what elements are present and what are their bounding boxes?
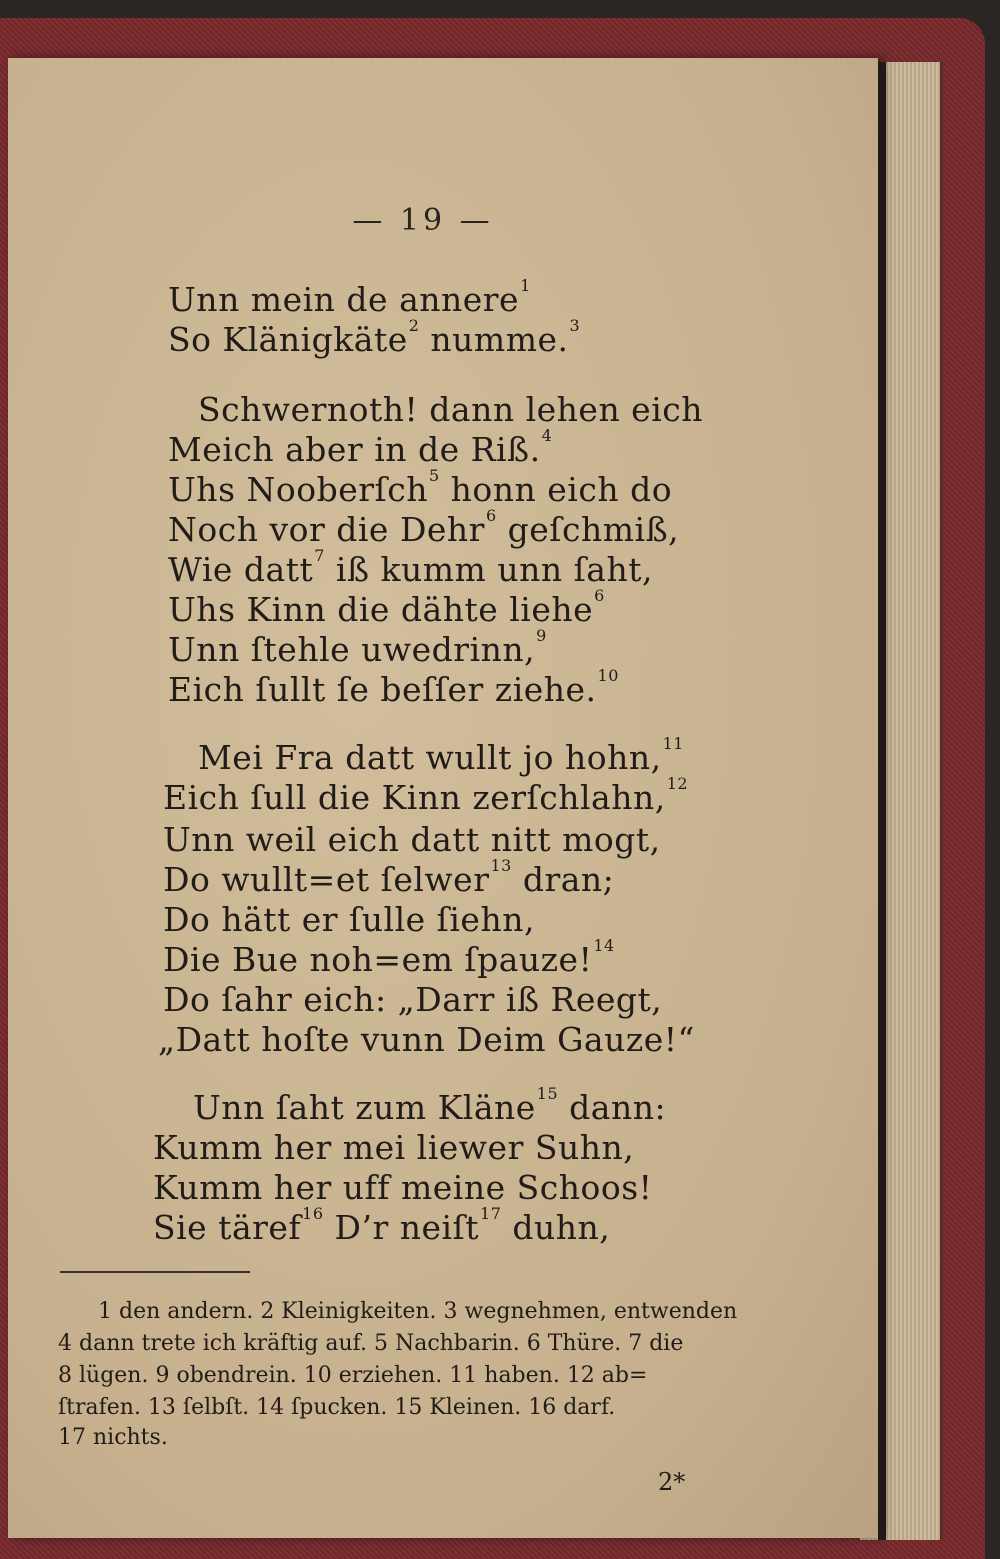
footnote-divider: [60, 1271, 250, 1273]
poem-line: Schwernoth! dann lehen eich: [198, 390, 704, 429]
poem-line: Kumm her uff meine Schoos!: [153, 1168, 653, 1207]
poem-line: Uhs Kinn die dähte liehe$^6$: [168, 586, 605, 629]
poem-line: Noch vor die Dehr$^6$ geſchmiß,: [168, 506, 680, 549]
book-page: [8, 58, 878, 1538]
poem-line: Wie datt$^7$ iß kumm unn ſaht,: [168, 546, 653, 589]
page-number: — 19 —: [352, 203, 494, 238]
page-gutter: [878, 62, 886, 1540]
poem-line: Eich ſullt ſe beſſer ziehe.$^{10}$: [168, 666, 619, 709]
poem-line: Kumm her mei liewer Suhn,: [153, 1128, 635, 1167]
poem-line: „Datt hoſte vunn Deim Gauze!“: [158, 1020, 695, 1059]
poem-line: So Klänigkäte$^2$ numme.$^3$: [168, 316, 581, 359]
poem-line: Unn weil eich datt nitt mogt,: [163, 820, 661, 859]
footnote-line: 8 lügen. 9 obendrein. 10 erziehen. 11 haben. 12 ab=: [58, 1363, 648, 1388]
poem-line: Do ſahr eich: „Darr iß Reegt,: [163, 980, 663, 1019]
poem-line: Unn ſtehle uwedrinn,$^9$: [168, 626, 547, 669]
footnote-line: 1 den andern. 2 Kleinigkeiten. 3 wegnehmen, entwenden: [98, 1299, 738, 1324]
poem-line: Mei Fra datt wullt jo hohn,$^{11}$: [198, 734, 684, 777]
footnote-line: 17 nichts.: [58, 1425, 168, 1450]
poem-line: Do wullt=et ſelwer$^{13}$ dran;: [163, 856, 615, 899]
poem-line: Meich aber in de Riß.$^4$: [168, 426, 553, 469]
poem-line: Do hätt er ſulle ſiehn,: [163, 900, 535, 939]
signature-mark: 2*: [658, 1468, 686, 1496]
footnote-line: ſtrafen. 13 ſelbſt. 14 ſpucken. 15 Kleinen. 16 darf.: [58, 1395, 616, 1420]
poem-line: Unn ſaht zum Kläne$^{15}$ dann:: [193, 1084, 667, 1127]
poem-line: Eich ſull die Kinn zerſchlahn,$^{12}$: [163, 774, 689, 817]
poem-line: Uhs Nooberſch$^5$ honn eich do: [168, 466, 673, 509]
poem-line: Die Bue noh=em ſpauze!$^{14}$: [163, 936, 615, 979]
poem-line: Unn mein de annere$^1$: [168, 276, 531, 319]
footnote-line: 4 dann trete ich kräftig auf. 5 Nachbarin. 6 Thüre. 7 die: [58, 1331, 684, 1356]
poem-line: Sie täref$^{16}$ D’r neiſt$^{17}$ duhn,: [153, 1204, 611, 1247]
